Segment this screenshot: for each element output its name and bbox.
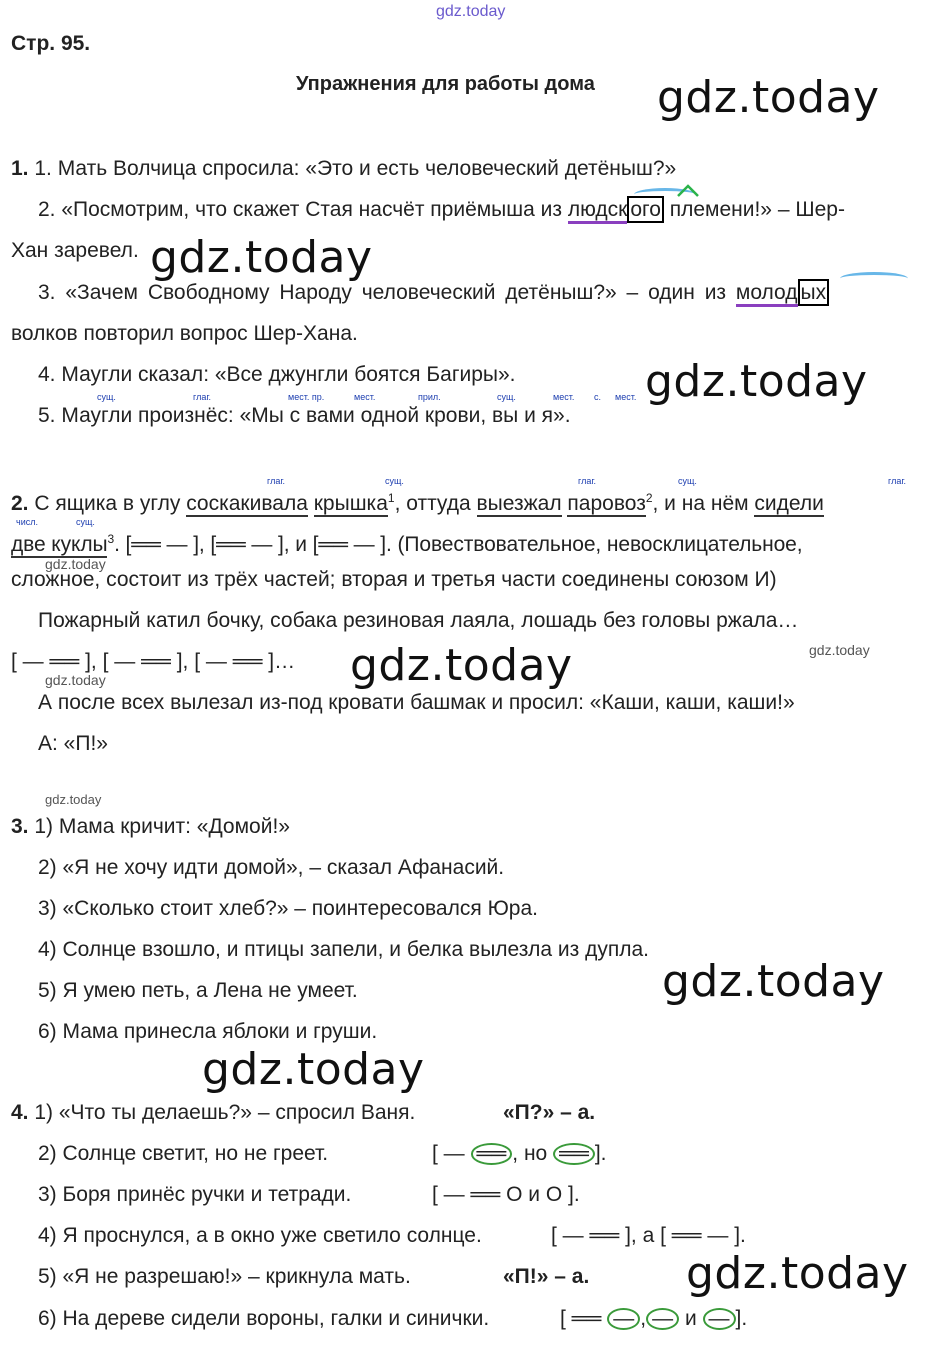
predicate: соскакивала (186, 492, 308, 515)
scheme: [ — ══ О и О ]. (432, 1183, 580, 1206)
pos-tag: глаг. (193, 392, 212, 402)
ex1-line-1: 1. 1. Мать Волчица спросила: «Это и есть человеческий детёныш?» (11, 157, 677, 180)
pos-tag: сущ. (76, 517, 95, 527)
pos-tag: сущ. (97, 392, 116, 402)
ex2-line-3: сложное, состоит из трёх частей; вторая и третья части соединены союзом И) (11, 568, 777, 591)
homogeneous-member: — (607, 1308, 640, 1330)
root-arc (840, 272, 908, 285)
ex4-item: 2) Солнце светит, но не греет. (38, 1142, 329, 1165)
exercise-number: 4. (11, 1101, 29, 1124)
ex1-line-2: 2. «Посмотрим, что скажет Стая насчёт приёмыша из людск ого племени!» – Шер- (38, 197, 845, 223)
ex2-line-1: 2. С ящика в углу соскакивала крышка$^1$, оттуда выезжал паровоз$^2$, и на нём сидели (11, 491, 824, 515)
ex2-line-2: две куклы$^3$. [══ — ], [══ — ], и [══ — ]. (Повествовательное, невосклицательное, (11, 532, 803, 556)
scheme: [ ══ — , — и — ]. (560, 1307, 748, 1330)
page-ref: Стр. 95. (11, 32, 91, 55)
ex3-item: 5) Я умею петь, а Лена не умеет. (38, 979, 358, 1002)
watermark: gdz.today (150, 232, 373, 283)
ex3-item: 3. 1) Мама кричит: «Домой!» (11, 815, 290, 838)
word-ending: ых (798, 279, 830, 306)
pos-tag: мест. (354, 392, 376, 402)
exercise-number: 2. (11, 492, 29, 515)
scheme: «П!» – а. (503, 1265, 590, 1288)
ex3-item: 3) «Сколько стоит хлеб?» – поинтересовался Юра. (38, 897, 538, 920)
ex1-line-4: 3. «Зачем Свободному Народу человеческий детёныш?» – один из молод ых (38, 280, 829, 306)
subject: крышка (313, 492, 388, 515)
ex1-line-7: 5. Маугли произнёс: «Мы с вами одной крови, вы и я». (38, 404, 571, 427)
watermark: gdz.today (662, 956, 885, 1007)
exercise-number: 3. (11, 815, 29, 838)
section-title: Упражнения для работы дома (296, 73, 595, 95)
ex3-item: 2) «Я не хочу идти домой», – сказал Афанасий. (38, 856, 505, 879)
ex3-item: 4) Солнце взошло, и птицы запели, и белка вылезла из дупла. (38, 938, 649, 961)
ex4-item: 4) Я проснулся, а в окно уже светило солнце. (38, 1224, 482, 1247)
watermark: gdz.today (686, 1248, 909, 1299)
ex1-line-5: волков повторил вопрос Шер-Хана. (11, 322, 358, 345)
homogeneous-member: ══ (553, 1143, 595, 1165)
word-stem: молод (736, 281, 798, 307)
homogeneous-member: ══ (471, 1143, 513, 1165)
pos-tag: сущ. (385, 476, 404, 486)
pos-tag: глаг. (267, 476, 286, 486)
scheme: [ — ══ ], а [ ══ — ]. (551, 1224, 746, 1247)
watermark-small: gdz.today (45, 672, 106, 688)
watermark: gdz.today (350, 640, 573, 691)
ex4-item: 4. 1) «Что ты делаешь?» – спросил Ваня. (11, 1101, 416, 1124)
ex4-item: 3) Боря принёс ручки и тетради. (38, 1183, 352, 1206)
watermark: gdz.today (657, 72, 880, 123)
homogeneous-member: — (646, 1308, 679, 1330)
watermark-small: gdz.today (45, 556, 106, 572)
pos-tag: прил. (418, 392, 441, 402)
word-ending: ого (627, 196, 664, 223)
ex2-line-7: А: «П!» (38, 732, 108, 755)
watermark-top: gdz.today (436, 3, 506, 20)
subject: паровоз (567, 492, 646, 515)
predicate: сидели (754, 492, 824, 515)
predicate: выезжал (476, 492, 562, 515)
ex2-line-5: [ — ══ ], [ — ══ ], [ — ══ ]… (11, 650, 296, 673)
word-stem: людск (568, 198, 627, 224)
pos-tag: числ. (16, 517, 38, 527)
watermark-small: gdz.today (45, 792, 102, 807)
ex2-line-6: А после всех вылезал из-под кровати башмак и просил: «Каши, каши, каши!» (38, 691, 795, 714)
watermark: gdz.today (202, 1044, 425, 1095)
pos-tag: глаг. (888, 476, 907, 486)
watermark: gdz.today (645, 356, 868, 407)
suffix-mark (676, 184, 700, 198)
watermark-small: gdz.today (809, 642, 870, 658)
pos-tag: сущ. (678, 476, 697, 486)
exercise-number: 1. (11, 157, 29, 180)
ex1-line-3: Хан заревел. (11, 239, 139, 262)
pos-tag: сущ. (497, 392, 516, 402)
ex1-line-6: 4. Маугли сказал: «Все джунгли боятся Багиры». (38, 363, 516, 386)
scheme: «П?» – а. (503, 1101, 596, 1124)
subject: две куклы (11, 533, 108, 556)
ex3-item: 6) Мама принесла яблоки и груши. (38, 1020, 378, 1043)
ex2-line-4: Пожарный катил бочку, собака резиновая лаяла, лошадь без головы ржала… (38, 609, 799, 632)
pos-tag: мест. пр. (288, 392, 325, 402)
pos-tag: мест. (615, 392, 637, 402)
scheme: [ — ══ , но ══ ]. (432, 1142, 607, 1165)
ex4-item: 6) На дереве сидели вороны, галки и синички. (38, 1307, 490, 1330)
pos-tag: глаг. (578, 476, 597, 486)
pos-tag: мест. (553, 392, 575, 402)
pos-tag: с. (594, 392, 602, 402)
ex4-item: 5) «Я не разрешаю!» – крикнула мать. (38, 1265, 411, 1288)
homogeneous-member: — (703, 1308, 736, 1330)
